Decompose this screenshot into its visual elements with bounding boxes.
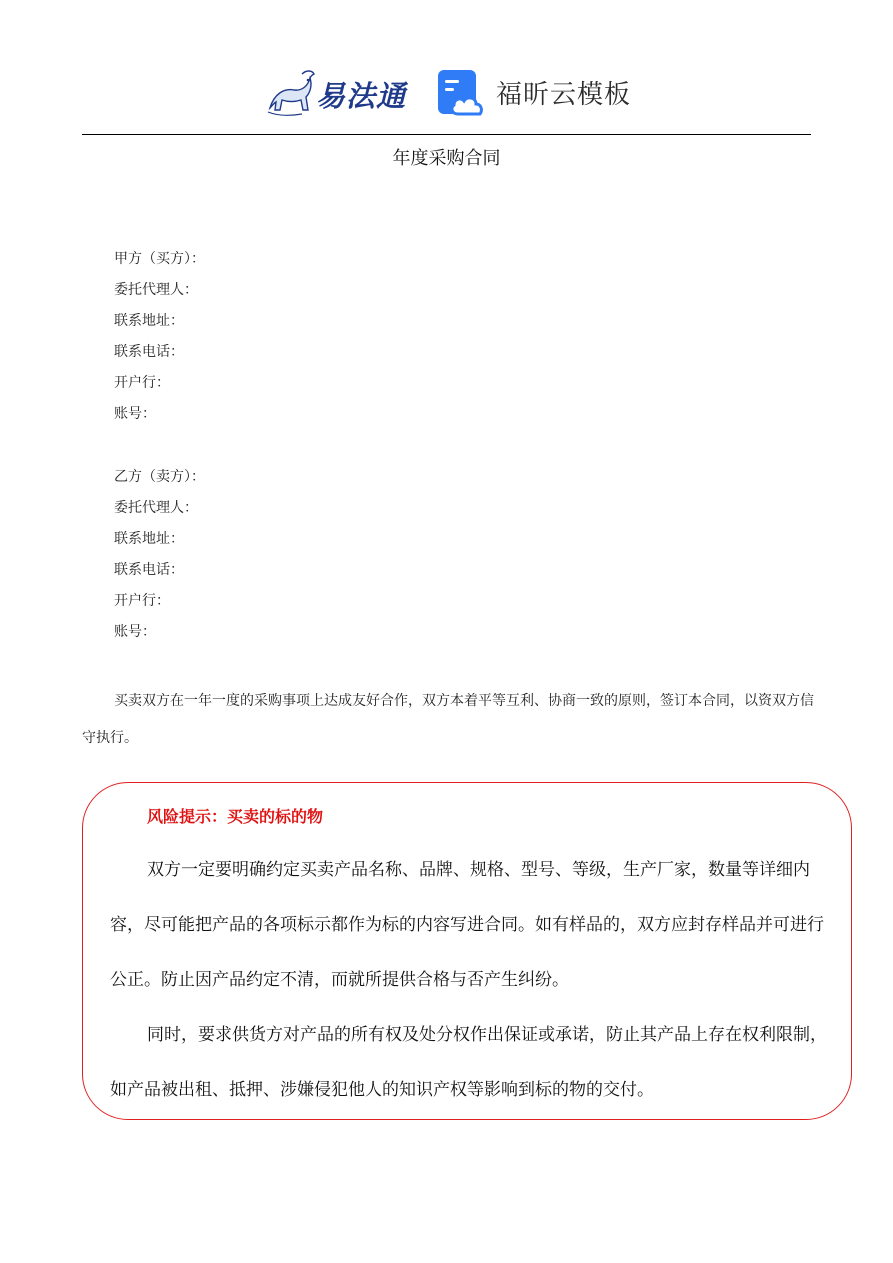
party-b-name-label: 乙方（卖方）： bbox=[114, 469, 205, 485]
page-header bbox=[0, 58, 893, 128]
party-a-address-label: 联系地址： bbox=[114, 313, 184, 329]
party-b-address-label: 联系地址： bbox=[114, 531, 184, 547]
header-divider bbox=[82, 134, 811, 135]
qilin-mascot-icon bbox=[262, 64, 318, 120]
fuxin-logo-text: 福昕云模板 bbox=[496, 80, 632, 110]
party-a-agent-label: 委托代理人： bbox=[114, 282, 198, 298]
party-a-phone-label: 联系电话： bbox=[114, 344, 184, 360]
party-b-agent-label: 委托代理人： bbox=[114, 500, 198, 516]
party-a-account-label: 账号： bbox=[114, 406, 156, 422]
yifatong-logo-text: 易法通 bbox=[316, 79, 407, 113]
risk-tip-title: 风险提示：买卖的标的物 bbox=[147, 807, 324, 826]
contract-intro-paragraph: 买卖双方在一年一度的采购事项上达成友好合作，双方本着平等互利、协商一致的原则，签订本合同，以资双方信守执行。 bbox=[82, 693, 814, 746]
yifatong-logo bbox=[262, 64, 412, 120]
party-b-phone-label: 联系电话： bbox=[114, 562, 184, 578]
document-title: 年度采购合同 bbox=[392, 148, 501, 169]
party-b-account-label: 账号： bbox=[114, 624, 156, 640]
fuxin-logo bbox=[436, 66, 646, 118]
risk-tip-paragraph-2: 同时，要求供货方对产品的所有权及处分权作出保证或承诺，防止其产品上存在权利限制，如产品被出租、抵押、涉嫌侵犯他人的知识产权等影响到标的物的交付。 bbox=[110, 1025, 827, 1100]
party-b-bank-label: 开户行： bbox=[114, 593, 170, 609]
party-a-name-label: 甲方（买方）： bbox=[114, 251, 205, 267]
cloud-document-icon bbox=[436, 68, 486, 118]
party-a-bank-label: 开户行： bbox=[114, 375, 170, 391]
risk-tip-paragraph-1: 双方一定要明确约定买卖产品名称、品牌、规格、型号、等级，生产厂家，数量等详细内容，尽可能把产品的各项标示都作为标的内容写进合同。如有样品的，双方应封存样品并可进行公正。防止因产品约定不清，而就所提供合格与否产生纠纷。 bbox=[110, 860, 824, 990]
